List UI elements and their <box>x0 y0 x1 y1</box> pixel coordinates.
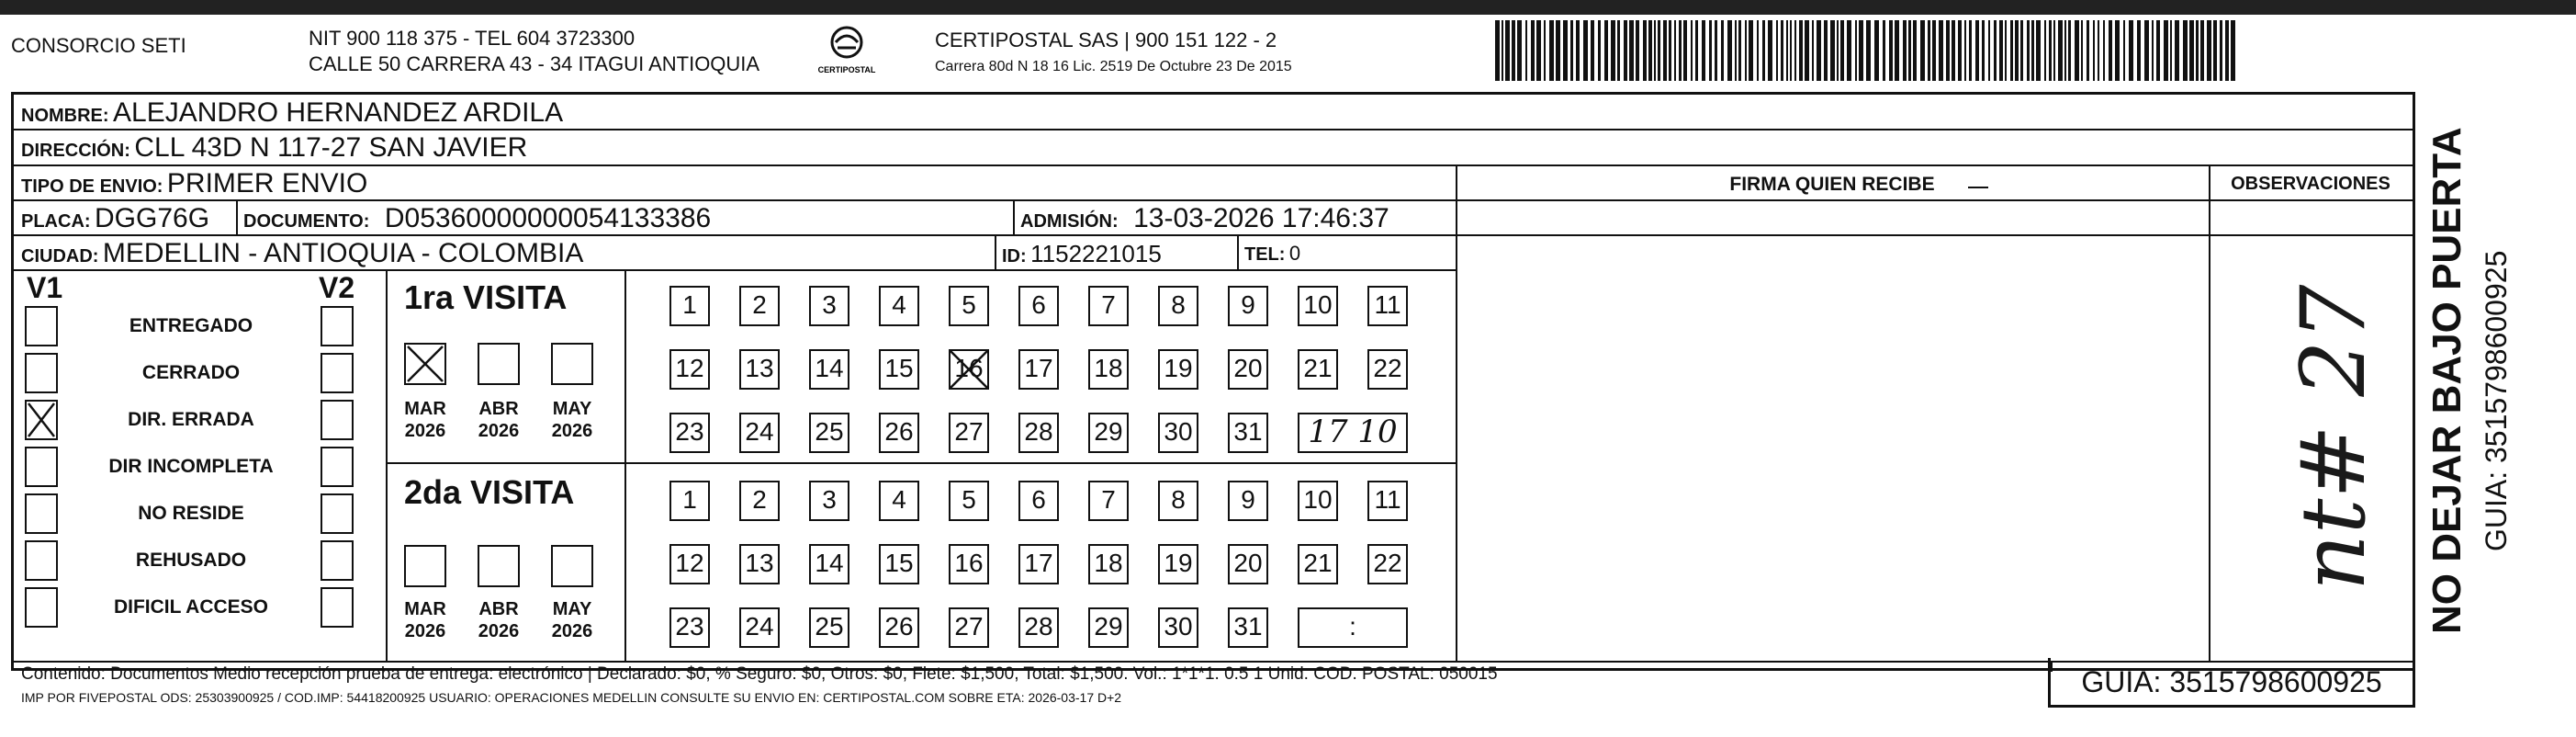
barcode-bar <box>1889 20 1893 81</box>
second-day-20[interactable]: 20 <box>1228 544 1268 584</box>
v1-checkbox[interactable] <box>25 447 58 487</box>
nombre-value: ALEJANDRO HERNANDEZ ARDILA <box>113 97 564 128</box>
barcode <box>1495 20 2239 81</box>
barcode-bar <box>1837 20 1839 81</box>
barcode-bar <box>1549 20 1554 81</box>
barcode-bar <box>1674 20 1676 81</box>
barcode-bar <box>1830 20 1835 81</box>
barcode-bar <box>2225 20 2229 81</box>
barcode-bar <box>2137 20 2141 81</box>
barcode-bar <box>1735 20 1737 81</box>
first-month-checkbox[interactable] <box>478 343 520 385</box>
second-day-14[interactable]: 14 <box>809 544 849 584</box>
second-day-19[interactable]: 19 <box>1158 544 1198 584</box>
first-visit-title: 1ra VISITA <box>404 278 568 316</box>
barcode-bar <box>1859 20 1863 81</box>
barcode-bar <box>1517 20 1522 81</box>
id-label: ID: <box>1002 246 1027 266</box>
barcode-bar <box>1786 20 1788 81</box>
first-day-4[interactable]: 4 <box>879 286 919 326</box>
barcode-bar <box>2175 20 2179 81</box>
barcode-bar <box>1958 20 1962 81</box>
first-day-20[interactable]: 20 <box>1228 349 1268 390</box>
second-day-11[interactable]: 11 <box>1367 481 1408 521</box>
second-day-25[interactable]: 25 <box>809 607 849 648</box>
side-guia: GUIA: 3515798600925 <box>2480 250 2513 551</box>
month-name: ABR <box>478 599 519 619</box>
barcode-bar <box>1794 20 1796 81</box>
barcode-bar <box>1776 20 1778 81</box>
barcode-bar <box>1702 20 1705 81</box>
top-edge-band <box>0 0 2576 15</box>
barcode-bar <box>1636 20 1639 81</box>
first-day-9[interactable]: 9 <box>1228 286 1268 326</box>
second-visit-title: 2da VISITA <box>404 473 575 511</box>
barcode-bar <box>1805 20 1809 81</box>
direccion-label: DIRECCIÓN: <box>21 141 130 161</box>
month-year: 2026 <box>551 421 593 441</box>
barcode-bar <box>1883 20 1885 81</box>
barcode-bar <box>1709 20 1712 81</box>
first-day-18[interactable]: 18 <box>1088 349 1129 390</box>
first-day-12[interactable]: 12 <box>669 349 710 390</box>
barcode-bar <box>1975 20 1979 81</box>
barcode-bar <box>1855 20 1857 81</box>
v2-checkbox[interactable] <box>321 587 354 628</box>
first-day-6[interactable]: 6 <box>1018 286 1059 326</box>
first-day-2[interactable]: 2 <box>739 286 780 326</box>
first-day-23[interactable]: 23 <box>669 413 710 453</box>
month-name: MAY <box>552 599 592 619</box>
barcode-bar <box>1928 20 1930 81</box>
barcode-bar <box>1745 20 1747 81</box>
barcode-bar <box>1768 20 1772 81</box>
barcode-bar <box>1817 20 1821 81</box>
barcode-bar <box>1570 20 1573 81</box>
v1-checkbox[interactable] <box>25 493 58 534</box>
direccion-field <box>21 131 527 169</box>
barcode-bar <box>1611 20 1615 81</box>
barcode-bar <box>1799 20 1803 81</box>
second-day-3[interactable]: 3 <box>809 481 849 521</box>
v1-checkbox[interactable] <box>25 353 58 393</box>
first-month-label <box>463 398 534 442</box>
tel-label: TEL: <box>1244 244 1286 265</box>
first-day-3[interactable]: 3 <box>809 286 849 326</box>
barcode-bar <box>2081 20 2083 81</box>
first-day-1[interactable]: 1 <box>669 286 710 326</box>
check-x-icon <box>406 345 444 383</box>
barcode-bar <box>1576 20 1580 81</box>
v2-checkbox[interactable] <box>321 493 354 534</box>
barcode-bar <box>1982 20 1985 81</box>
barcode-bar <box>1617 20 1620 81</box>
barcode-bar <box>1840 20 1844 81</box>
second-day-5[interactable]: 5 <box>949 481 989 521</box>
barcode-bar <box>1658 20 1660 81</box>
documento-value: D05360000000054133386 <box>384 203 712 233</box>
v1-checkbox[interactable] <box>25 587 58 628</box>
first-month-label <box>389 398 461 442</box>
barcode-bar <box>1629 20 1634 81</box>
barcode-bar <box>1913 20 1917 81</box>
first-day-26[interactable]: 26 <box>879 413 919 453</box>
barcode-bar <box>2064 20 2066 81</box>
second-day-4[interactable]: 4 <box>879 481 919 521</box>
second-month-checkbox[interactable] <box>478 545 520 587</box>
barcode-bar <box>1683 20 1687 81</box>
placa-value: DGG76G <box>95 203 210 233</box>
barcode-bar <box>2123 20 2125 81</box>
documento-field <box>243 202 711 240</box>
second-day-24[interactable]: 24 <box>739 607 780 648</box>
barcode-bar <box>2049 20 2052 81</box>
barcode-bar <box>1512 20 1515 81</box>
second-day-31[interactable]: 31 <box>1228 607 1268 648</box>
first-month-label <box>536 398 608 442</box>
firma-label: FIRMA QUIEN RECIBE <box>1729 174 1935 195</box>
second-day-7[interactable]: 7 <box>1088 481 1129 521</box>
first-day-19[interactable]: 19 <box>1158 349 1198 390</box>
v1-label: V1 <box>27 271 63 304</box>
direccion-value: CLL 43D N 117-27 SAN JAVIER <box>134 132 528 163</box>
first-day-31[interactable]: 31 <box>1228 413 1268 453</box>
second-day-22[interactable]: 22 <box>1367 544 1408 584</box>
first-day-11[interactable]: 11 <box>1367 286 1408 326</box>
check-x-icon <box>949 349 989 390</box>
barcode-bar <box>2053 20 2055 81</box>
second-day-13[interactable]: 13 <box>739 544 780 584</box>
barcode-bar <box>2109 20 2112 81</box>
certipostal-logo <box>810 22 883 79</box>
first-day-17[interactable]: 17 <box>1018 349 1059 390</box>
barcode-bar <box>1874 20 1879 81</box>
tipo-envio-value: PRIMER ENVIO <box>166 168 368 198</box>
status-label: CERRADO <box>141 362 241 383</box>
first-day-8[interactable]: 8 <box>1158 286 1198 326</box>
barcode-bar <box>1932 20 1936 81</box>
barcode-bar <box>2036 20 2041 81</box>
barcode-bar <box>1790 20 1792 81</box>
barcode-bar <box>2103 20 2105 81</box>
barcode-bar <box>1988 20 1990 81</box>
status-label: DIFICIL ACCESO <box>113 596 268 618</box>
barcode-bar <box>1908 20 1911 81</box>
tipo-envio-field <box>21 167 367 205</box>
month-year: 2026 <box>478 421 520 441</box>
carrier-address: Carrera 80d N 18 16 Lic. 2519 De Octubre 23 De 2015 <box>935 59 1292 74</box>
second-day-27[interactable]: 27 <box>949 607 989 648</box>
barcode-bar <box>1895 20 1899 81</box>
barcode-bar <box>1994 20 1997 81</box>
v1-checkbox[interactable] <box>25 400 58 440</box>
barcode-bar <box>2183 20 2188 81</box>
barcode-bar <box>1502 20 1503 81</box>
first-day-28[interactable]: 28 <box>1018 413 1059 453</box>
nombre-field <box>21 96 563 134</box>
barcode-bar <box>1563 20 1568 81</box>
barcode-bar <box>1939 20 1943 81</box>
ciudad-label: CIUDAD: <box>21 246 99 266</box>
v2-checkbox[interactable] <box>321 540 354 581</box>
barcode-bar <box>2015 20 2019 81</box>
documento-label: DOCUMENTO: <box>243 211 370 232</box>
month-year: 2026 <box>478 621 520 641</box>
barcode-bar <box>1920 20 1925 81</box>
barcode-bar <box>1591 20 1594 81</box>
barcode-bar <box>2068 20 2071 81</box>
barcode-bar <box>1721 20 1724 81</box>
barcode-bar <box>2044 20 2046 81</box>
status-label: ENTREGADO <box>129 315 253 336</box>
admision-label: ADMISIÓN: <box>1020 211 1119 232</box>
barcode-bar <box>2196 20 2199 81</box>
barcode-bar <box>2098 20 2099 81</box>
first-day-16[interactable]: 16 <box>949 349 989 390</box>
barcode-bar <box>1556 20 1560 81</box>
status-label: REHUSADO <box>135 550 247 571</box>
ciudad-value: MEDELLIN - ANTIOQUIA - COLOMBIA <box>102 238 584 268</box>
barcode-bar <box>1495 20 1500 81</box>
observaciones-label: OBSERVACIONES <box>2231 174 2390 194</box>
barcode-bar <box>1654 20 1656 81</box>
second-day-26[interactable]: 26 <box>879 607 919 648</box>
status-label: DIR INCOMPLETA <box>108 456 274 477</box>
barcode-bar <box>1824 20 1828 81</box>
first-day-21[interactable]: 21 <box>1298 349 1338 390</box>
barcode-bar <box>2075 20 2079 81</box>
footer-guia: GUIA: 3515798600925 <box>2081 665 2382 698</box>
id-value: 1152221015 <box>1030 240 1162 267</box>
month-name: MAY <box>552 399 592 419</box>
barcode-bar <box>1604 20 1608 81</box>
barcode-bar <box>2058 20 2063 81</box>
first-day-5[interactable]: 5 <box>949 286 989 326</box>
second-day-16[interactable]: 16 <box>949 544 989 584</box>
ciudad-field <box>21 237 583 275</box>
status-label: DIR. ERRADA <box>128 409 254 430</box>
barcode-bar <box>2170 20 2172 81</box>
barcode-bar <box>1544 20 1546 81</box>
check-x-icon <box>27 402 56 438</box>
company-address: CALLE 50 CARRERA 43 - 34 ITAGUI ANTIOQUIA <box>309 52 760 75</box>
first-month-checkbox[interactable] <box>551 343 593 385</box>
second-day-30[interactable]: 30 <box>1158 607 1198 648</box>
barcode-bar <box>1669 20 1671 81</box>
day-cross-mark <box>949 349 989 390</box>
footer-contents: Contenido: Documentos Medio recepción prueba de entrega: electrónico | Declarado: $0, % Seguro: $0, Otros: $0, Flete: $1,500, Total: $1,500. Vol.: 1*1*1. 0.5 1 Unid. COD. POSTAL: 050015 <box>21 664 1498 684</box>
barcode-bar <box>1695 20 1698 81</box>
second-month-label <box>389 598 461 642</box>
carrier-name: CERTIPOSTAL SAS | 900 151 122 - 2 <box>935 28 1277 51</box>
first-month-checkbox[interactable] <box>404 343 446 385</box>
month-year: 2026 <box>404 421 446 441</box>
id-field <box>1002 237 1162 275</box>
barcode-bar <box>2010 20 2013 81</box>
barcode-bar <box>2144 20 2149 81</box>
barcode-bar <box>1643 20 1647 81</box>
barcode-bar <box>2220 20 2222 81</box>
second-day-12[interactable]: 12 <box>669 544 710 584</box>
barcode-bar <box>1946 20 1950 81</box>
logo-text: CERTIPOSTAL <box>817 65 876 74</box>
first-day-7[interactable]: 7 <box>1088 286 1129 326</box>
second-day-18[interactable]: 18 <box>1088 544 1129 584</box>
first-day-13[interactable]: 13 <box>739 349 780 390</box>
second-extra-box[interactable]: : <box>1298 607 1408 648</box>
barcode-bar <box>1866 20 1871 81</box>
barcode-bar <box>2200 20 2204 81</box>
barcode-bar <box>1727 20 1732 81</box>
company-name: CONSORCIO SETI <box>11 34 186 57</box>
first-day-15[interactable]: 15 <box>879 349 919 390</box>
barcode-bar <box>2005 20 2007 81</box>
v2-checkbox[interactable] <box>321 447 354 487</box>
barcode-bar <box>1762 20 1765 81</box>
second-day-28[interactable]: 28 <box>1018 607 1059 648</box>
first-day-27[interactable]: 27 <box>949 413 989 453</box>
first-day-25[interactable]: 25 <box>809 413 849 453</box>
footer-print-info: IMP POR FIVEPOSTAL ODS: 25303900925 / COD.IMP: 54418200925 USUARIO: OPERACIONES MEDELLIN CONSULTE SU ENVIO EN: CERTIPOSTAL.COM SOBRE ETA: 2026-03-17 D+2 <box>21 690 1122 705</box>
barcode-bar <box>1505 20 1510 81</box>
barcode-bar <box>2164 20 2168 81</box>
second-day-29[interactable]: 29 <box>1088 607 1129 648</box>
first-day-24[interactable]: 24 <box>739 413 780 453</box>
barcode-bar <box>2087 20 2089 81</box>
first-day-30[interactable]: 30 <box>1158 413 1198 453</box>
second-day-2[interactable]: 2 <box>739 481 780 521</box>
first-day-29[interactable]: 29 <box>1088 413 1129 453</box>
barcode-bar <box>1663 20 1667 81</box>
barcode-bar <box>1691 20 1693 81</box>
placa-label: PLACA: <box>21 211 91 232</box>
second-day-21[interactable]: 21 <box>1298 544 1338 584</box>
first-extra-box[interactable]: 17 10 <box>1298 413 1408 453</box>
barcode-bar <box>1999 20 2003 81</box>
v2-checkbox[interactable] <box>321 306 354 346</box>
v2-checkbox[interactable] <box>321 353 354 393</box>
first-day-10[interactable]: 10 <box>1298 286 1338 326</box>
barcode-bar <box>1648 20 1652 81</box>
v2-label: V2 <box>319 271 355 304</box>
barcode-bar <box>1624 20 1627 81</box>
first-day-22[interactable]: 22 <box>1367 349 1408 390</box>
barcode-bar <box>1749 20 1753 81</box>
barcode-bar <box>2031 20 2034 81</box>
barcode-bar <box>1781 20 1783 81</box>
tel-field <box>1244 237 1300 273</box>
barcode-bar <box>1715 20 1717 81</box>
second-day-1[interactable]: 1 <box>669 481 710 521</box>
barcode-bar <box>2231 20 2235 81</box>
barcode-bar <box>1598 20 1601 81</box>
barcode-bar <box>1757 20 1759 81</box>
firma-dash <box>1968 187 1988 188</box>
barcode-bar <box>1738 20 1741 81</box>
month-name: MAR <box>404 399 446 419</box>
barcode-bar <box>1903 20 1907 81</box>
barcode-bar <box>2207 20 2211 81</box>
second-day-8[interactable]: 8 <box>1158 481 1198 521</box>
barcode-bar <box>2213 20 2217 81</box>
v1-checkbox[interactable] <box>25 540 58 581</box>
nombre-label: NOMBRE: <box>21 106 109 126</box>
barcode-bar <box>2027 20 2030 81</box>
second-month-label <box>536 598 608 642</box>
barcode-bar <box>1964 20 1966 81</box>
handwritten-observation-text: nt# 27 <box>2282 284 2385 591</box>
tel-value: 0 <box>1288 242 1301 265</box>
tipo-envio-label: TIPO DE ENVIO: <box>21 176 163 197</box>
second-month-label <box>463 598 534 642</box>
handwritten-observation <box>2227 242 2402 646</box>
barcode-bar <box>1679 20 1682 81</box>
month-name: MAR <box>404 599 446 619</box>
barcode-bar <box>2152 20 2154 81</box>
month-year: 2026 <box>404 621 446 641</box>
month-year: 2026 <box>551 621 593 641</box>
barcode-bar <box>1969 20 1972 81</box>
barcode-bar <box>1847 20 1851 81</box>
admision-value: 13-03-2026 17:46:37 <box>1133 203 1389 233</box>
second-month-checkbox[interactable] <box>404 545 446 587</box>
company-nit: NIT 900 118 375 - TEL 604 3723300 <box>309 27 636 50</box>
barcode-bar <box>1536 20 1541 81</box>
barcode-bar <box>1525 20 1527 81</box>
admision-field <box>1020 202 1389 240</box>
barcode-bar <box>2093 20 2095 81</box>
barcode-bar <box>2115 20 2120 81</box>
barcode-bar <box>1583 20 1588 81</box>
second-day-9[interactable]: 9 <box>1228 481 1268 521</box>
barcode-bar <box>2156 20 2160 81</box>
v1-checkbox[interactable] <box>25 306 58 346</box>
second-day-10[interactable]: 10 <box>1298 481 1338 521</box>
barcode-bar <box>1952 20 1955 81</box>
barcode-bar <box>2189 20 2194 81</box>
v2-checkbox[interactable] <box>321 400 354 440</box>
second-day-6[interactable]: 6 <box>1018 481 1059 521</box>
second-day-23[interactable]: 23 <box>669 607 710 648</box>
first-day-14[interactable]: 14 <box>809 349 849 390</box>
second-day-15[interactable]: 15 <box>879 544 919 584</box>
barcode-bar <box>1812 20 1814 81</box>
barcode-bar <box>1531 20 1535 81</box>
barcode-bar <box>2129 20 2133 81</box>
month-name: ABR <box>478 399 519 419</box>
placa-field <box>21 202 209 240</box>
second-month-checkbox[interactable] <box>551 545 593 587</box>
side-warning: NO DEJAR BAJO PUERTA <box>2424 127 2469 634</box>
second-day-17[interactable]: 17 <box>1018 544 1059 584</box>
barcode-bar <box>2020 20 2023 81</box>
status-label: NO RESIDE <box>138 503 244 524</box>
